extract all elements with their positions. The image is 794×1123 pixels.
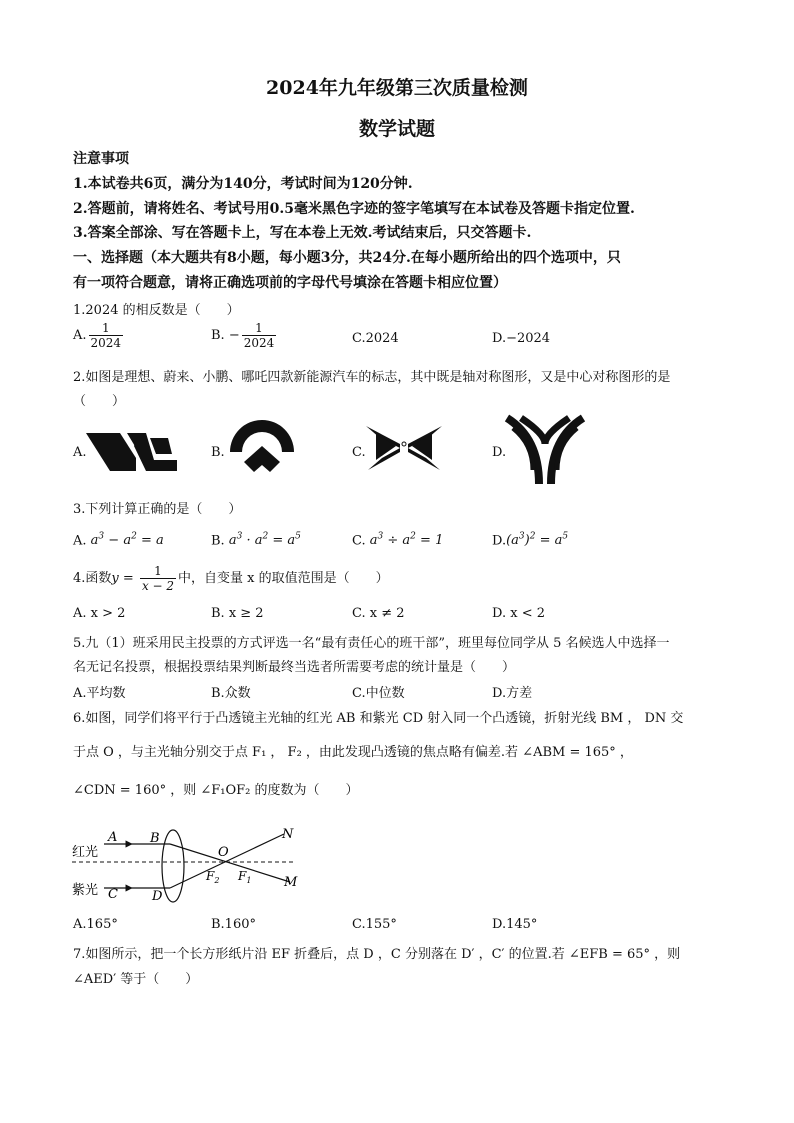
label-violet-light: 紫光	[72, 883, 99, 898]
q5-option-a: A.平均数	[73, 686, 126, 701]
q6-option-d: D.145°	[492, 917, 538, 932]
q3-option-d: $D.(a^3)^2 = a^5$	[492, 532, 569, 549]
label-m: M	[284, 875, 298, 890]
q3-option-a: A. $a^3 - a^2 = a$	[73, 532, 164, 549]
q2-option-c-label: C.	[352, 445, 366, 460]
lens-diagram	[70, 822, 300, 906]
q1-option-a: A. $\frac{1}{2024}$	[73, 321, 122, 350]
label-a: A	[108, 830, 118, 845]
q1-option-c: C.2024	[352, 331, 399, 346]
q3-option-c: C. $a^3 \div a^2 = 1$	[352, 532, 444, 549]
q2-line1: 2.如图是理想、蔚来、小鹏、哪吒四款新能源汽车的标志，其中既是轴对称图形，又是中心对称图形的是	[73, 370, 671, 385]
q5-option-d: D.方差	[492, 686, 533, 701]
label-o: O	[218, 845, 229, 860]
q4-option-b: B. x ≥ 2	[211, 606, 264, 621]
section1-line1: 一、选择题（本大题共有8小题，每小题3分，共24分.在每小题所给出的四个选项中，只	[73, 250, 621, 266]
q3-stem: 3.下列计算正确的是（ ）	[73, 502, 242, 517]
label-b: B	[150, 831, 160, 846]
label-c: C	[108, 887, 118, 902]
q5-line2: 名无记名投票，根据投票结果判断最终当选者所需要考虑的统计量是（ ）	[73, 660, 516, 675]
section1-line2: 有一项符合题意，请将正确选项前的字母代号填涂在答题卡相应位置）	[73, 275, 507, 291]
li-auto-logo-icon	[84, 430, 179, 474]
ray-bm	[170, 844, 290, 882]
q4-option-c: C. x ≠ 2	[352, 606, 405, 621]
exam-title: 2024年九年级第三次质量检测	[266, 77, 528, 99]
note-item-3: 3.答案全部涂、写在答题卡上，写在本卷上无效.考试结束后，只交答题卡.	[73, 225, 532, 241]
q4-option-d: D. x < 2	[492, 606, 545, 621]
q3-option-b: B. $a^3 \cdot a^2 = a^5$	[211, 532, 301, 549]
notes-heading: 注意事项	[73, 151, 129, 167]
nio-logo-icon	[228, 418, 296, 480]
convex-lens	[162, 830, 184, 902]
q5-option-c: C.中位数	[352, 686, 405, 701]
q7-line1: 7.如图所示，把一个长方形纸片沿 EF 折叠后，点 D ，C 分别落在 D′ ，C′ 的位置.若 ∠EFB = 65° ，则	[73, 947, 681, 962]
q5-option-b: B.众数	[211, 686, 251, 701]
label-n: N	[282, 827, 294, 842]
ray-dn	[170, 834, 284, 888]
q1-stem: 1.2024 的相反数是（ ）	[73, 303, 240, 318]
q6-line3: ∠CDN = 160° ，则 ∠F₁OF₂ 的度数为（ ）	[73, 783, 359, 798]
q6-option-b: B.160°	[211, 917, 256, 932]
q6-line1: 6.如图，同学们将平行于凸透镜主光轴的红光 AB 和紫光 CD 射入同一个凸透镜，折射光线 BM ， DN 交	[73, 711, 684, 726]
q2-option-b-label: B.	[211, 445, 225, 460]
q5-line1: 5.九（1）班采用民主投票的方式评选一名“最有责任心的班干部”，班里每位同学从 5 名候选人中选择一	[73, 636, 670, 651]
q6-option-c: C.155°	[352, 917, 397, 932]
q1-option-d: D.−2024	[492, 331, 551, 346]
label-red-light: 红光	[72, 845, 99, 860]
q4-stem: 4.函数y = $\frac{1}{x - 2}$ 中，自变量 x 的取值范围是（ ）	[73, 564, 389, 593]
label-d: D	[152, 889, 163, 904]
note-item-1: 1.本试卷共6页，满分为140分，考试时间为120分钟.	[73, 176, 413, 192]
exam-subtitle: 数学试题	[358, 118, 435, 140]
neta-logo-icon	[503, 414, 587, 486]
note-item-2: 2.答题前，请将姓名、考试号用0.5毫米黑色字迹的签字笔填写在本试卷及答题卡指定位置.	[73, 201, 635, 217]
xpeng-logo-icon	[364, 424, 444, 474]
q1-option-b: B. − $\frac{1}{2024}$	[211, 321, 275, 350]
q6-line2: 于点 O ，与主光轴分别交于点 F₁ ， F₂ ，由此发现凸透镜的焦点略有偏差.若 ∠ABM = 165° ，	[73, 745, 633, 760]
q2-line2: （ ）	[73, 394, 126, 409]
q2-option-d-label: D.	[492, 445, 507, 460]
q2-option-a-label: A.	[73, 445, 87, 460]
q7-line2: ∠AED′ 等于（ ）	[73, 972, 199, 987]
q4-option-a: A. x > 2	[73, 606, 126, 621]
label-f2: $F_2$	[206, 869, 220, 885]
q6-option-a: A.165°	[73, 917, 118, 932]
label-f1: $F_1$	[238, 869, 252, 885]
